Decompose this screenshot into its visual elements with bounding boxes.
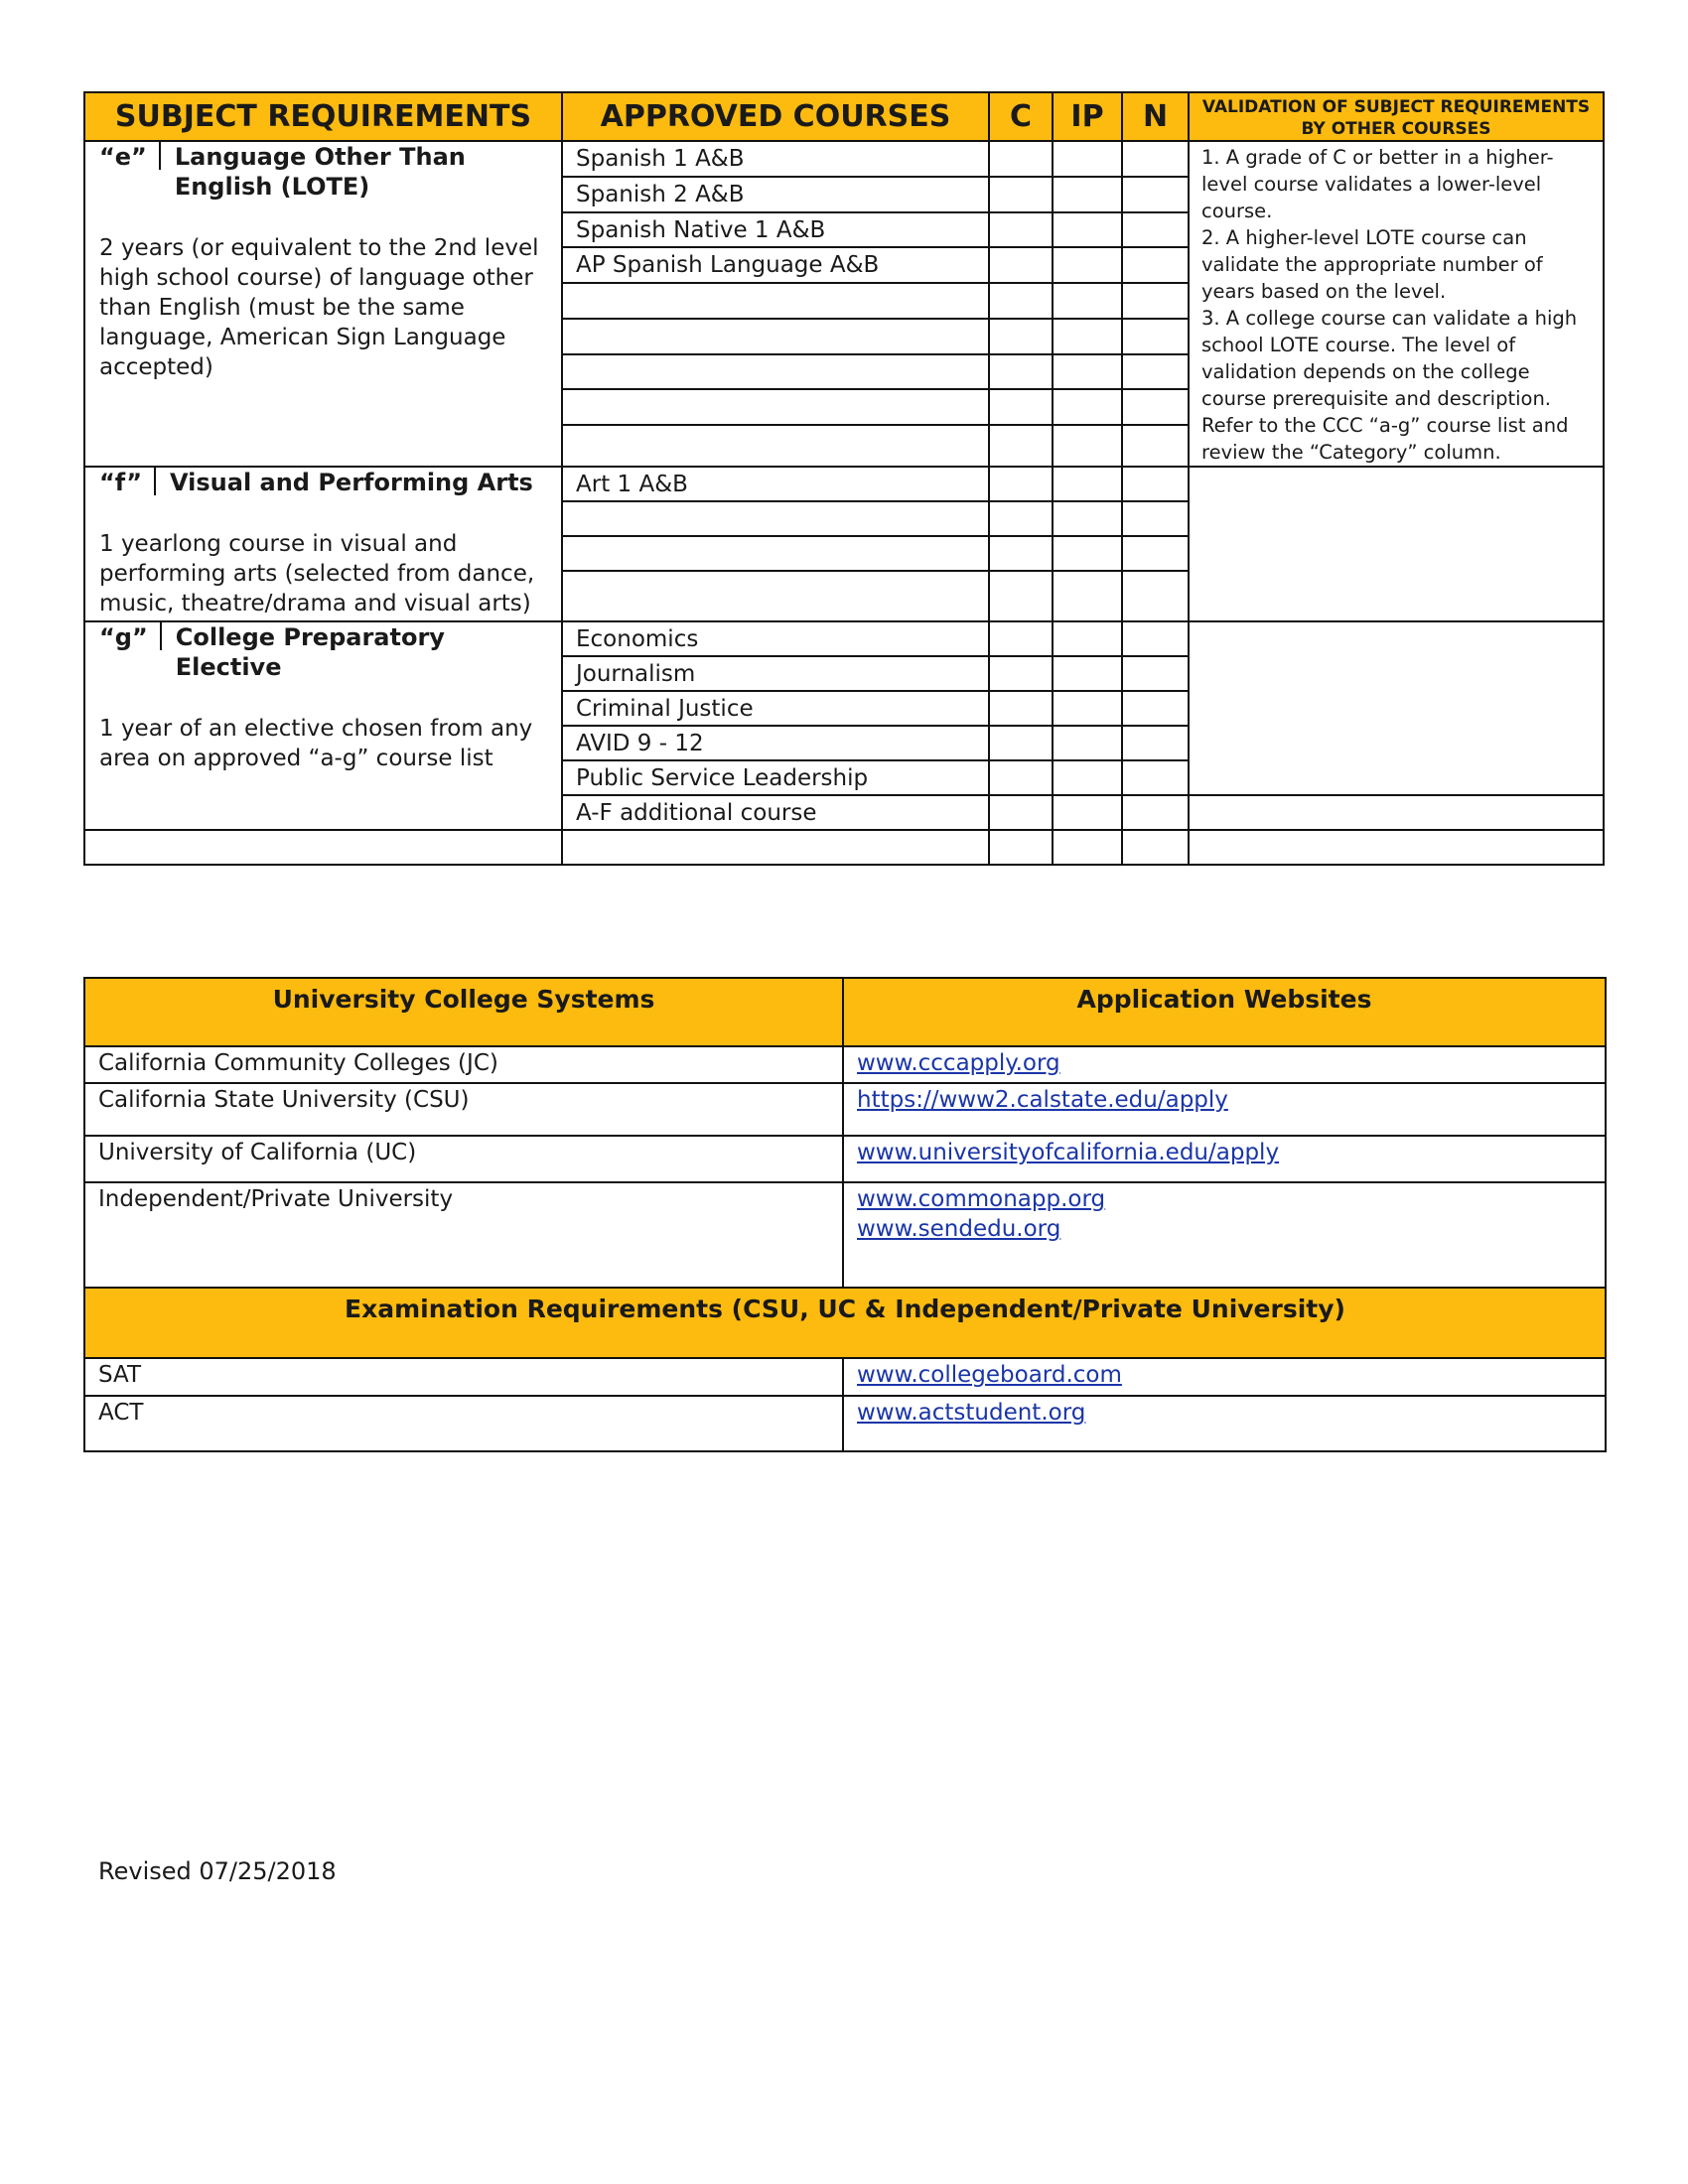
exam-website-link[interactable]: www.collegeboard.com bbox=[857, 1362, 1122, 1388]
n-cell[interactable] bbox=[1122, 425, 1189, 467]
c-cell[interactable] bbox=[989, 141, 1053, 177]
header-subject-requirements: SUBJECT REQUIREMENTS bbox=[84, 92, 562, 141]
college-system-name: University of California (UC) bbox=[84, 1136, 843, 1182]
n-cell[interactable] bbox=[1122, 760, 1189, 795]
college-system-name: California State University (CSU) bbox=[84, 1083, 843, 1136]
n-cell[interactable] bbox=[1122, 621, 1189, 656]
c-cell[interactable] bbox=[989, 571, 1053, 621]
approved-course-cell[interactable]: Economics bbox=[562, 621, 989, 656]
application-website-cell bbox=[843, 1182, 1606, 1288]
approved-course-cell[interactable]: Journalism bbox=[562, 656, 989, 691]
subject-requirements-table bbox=[83, 91, 1605, 866]
subject-description: 1 year of an elective chosen from any area on approved “a-g” course list bbox=[99, 716, 533, 771]
c-cell[interactable] bbox=[989, 389, 1053, 425]
ip-cell[interactable] bbox=[1053, 425, 1122, 467]
header-validation: VALIDATION OF SUBJECT REQUIREMENTS BY OTHER COURSES bbox=[1189, 92, 1604, 141]
header-n: N bbox=[1122, 92, 1189, 141]
subject-cell bbox=[84, 621, 562, 830]
c-cell[interactable] bbox=[989, 247, 1053, 283]
header-application-websites: Application Websites bbox=[843, 978, 1606, 1046]
exam-website-link[interactable]: www.actstudent.org bbox=[857, 1400, 1086, 1426]
validation-cell bbox=[1189, 621, 1604, 795]
c-cell[interactable] bbox=[989, 319, 1053, 354]
empty-cell[interactable] bbox=[989, 830, 1053, 865]
approved-course-cell[interactable] bbox=[562, 283, 989, 319]
c-cell[interactable] bbox=[989, 425, 1053, 467]
ip-cell[interactable] bbox=[1053, 536, 1122, 571]
approved-course-cell[interactable] bbox=[562, 354, 989, 390]
application-website-cell bbox=[843, 1136, 1606, 1182]
revised-date: Revised 07/25/2018 bbox=[98, 1857, 337, 1885]
header-row bbox=[84, 92, 1604, 141]
n-cell[interactable] bbox=[1122, 247, 1189, 283]
college-system-name: California Community Colleges (JC) bbox=[84, 1046, 843, 1083]
exam-website-cell bbox=[843, 1396, 1606, 1451]
application-website-link[interactable]: www.sendedu.org bbox=[857, 1216, 1061, 1242]
c-cell[interactable] bbox=[989, 212, 1053, 248]
c-cell[interactable] bbox=[989, 760, 1053, 795]
ip-cell[interactable] bbox=[1053, 319, 1122, 354]
college-row bbox=[84, 1136, 1606, 1182]
approved-course-cell[interactable]: AP Spanish Language A&B bbox=[562, 247, 989, 283]
c-cell[interactable] bbox=[989, 354, 1053, 390]
n-cell[interactable] bbox=[1122, 795, 1189, 830]
ip-cell[interactable] bbox=[1053, 389, 1122, 425]
application-website-link[interactable]: www.universityofcalifornia.edu/apply bbox=[857, 1140, 1280, 1165]
subject-heading bbox=[99, 468, 551, 497]
c-cell[interactable] bbox=[989, 283, 1053, 319]
n-cell[interactable] bbox=[1122, 536, 1189, 571]
subject-heading bbox=[99, 622, 551, 682]
course-row bbox=[84, 621, 1604, 656]
validation-cell: 1. A grade of C or better in a higher-level course validates a lower-level course. 2. A higher-level LOTE course can validate the appropriate number of years based on the level. 3. A college course can validate a high school LOTE course. The level of validation depends on the college course prerequisite and description. Refer to the CCC “a-g” course list and review the “Category” column. bbox=[1189, 141, 1604, 467]
exam-header-row bbox=[84, 1288, 1606, 1358]
approved-course-cell[interactable]: Spanish 2 A&B bbox=[562, 177, 989, 212]
approved-course-cell[interactable] bbox=[562, 501, 989, 536]
header-university-college-systems: University College Systems bbox=[84, 978, 843, 1046]
approved-course-cell[interactable]: Spanish Native 1 A&B bbox=[562, 212, 989, 248]
college-systems-table bbox=[83, 977, 1607, 1452]
ip-cell[interactable] bbox=[1053, 621, 1122, 656]
c-cell[interactable] bbox=[989, 726, 1053, 760]
subject-title: Language Other Than English (LOTE) bbox=[174, 143, 466, 201]
application-website-link[interactable]: www.commonapp.org bbox=[857, 1186, 1106, 1212]
header-ip: IP bbox=[1053, 92, 1122, 141]
application-website-link[interactable]: https://www2.calstate.edu/apply bbox=[857, 1087, 1228, 1113]
n-cell[interactable] bbox=[1122, 212, 1189, 248]
approved-course-cell[interactable] bbox=[562, 389, 989, 425]
c-cell[interactable] bbox=[989, 467, 1053, 501]
college-row bbox=[84, 1182, 1606, 1288]
course-row bbox=[84, 141, 1604, 177]
c-cell[interactable] bbox=[989, 536, 1053, 571]
empty-cell[interactable] bbox=[1053, 830, 1122, 865]
approved-course-cell[interactable]: AVID 9 - 12 bbox=[562, 726, 989, 760]
validation-cell bbox=[1189, 467, 1604, 621]
subject-title: College Preparatory Elective bbox=[175, 623, 445, 681]
exam-website-cell bbox=[843, 1358, 1606, 1396]
header-approved-courses: APPROVED COURSES bbox=[562, 92, 989, 141]
n-cell[interactable] bbox=[1122, 691, 1189, 726]
n-cell[interactable] bbox=[1122, 571, 1189, 621]
subject-cell bbox=[84, 141, 562, 467]
c-cell[interactable] bbox=[989, 656, 1053, 691]
exam-requirements-header: Examination Requirements (CSU, UC & Independent/Private University) bbox=[84, 1288, 1606, 1358]
n-cell[interactable] bbox=[1122, 467, 1189, 501]
approved-course-cell[interactable] bbox=[562, 425, 989, 467]
application-website-cell bbox=[843, 1046, 1606, 1083]
n-cell[interactable] bbox=[1122, 726, 1189, 760]
n-cell[interactable] bbox=[1122, 141, 1189, 177]
n-cell[interactable] bbox=[1122, 656, 1189, 691]
ip-cell[interactable] bbox=[1053, 467, 1122, 501]
approved-course-cell[interactable]: Art 1 A&B bbox=[562, 467, 989, 501]
ip-cell[interactable] bbox=[1053, 501, 1122, 536]
subject-cell bbox=[84, 467, 562, 621]
approved-course-cell[interactable] bbox=[562, 319, 989, 354]
c-cell[interactable] bbox=[989, 501, 1053, 536]
exam-name: ACT bbox=[84, 1396, 843, 1451]
college-row bbox=[84, 1083, 1606, 1136]
ip-cell[interactable] bbox=[1053, 726, 1122, 760]
approved-course-cell[interactable]: A-F additional course bbox=[562, 795, 989, 830]
n-cell[interactable] bbox=[1122, 389, 1189, 425]
ip-cell[interactable] bbox=[1053, 795, 1122, 830]
n-cell[interactable] bbox=[1122, 319, 1189, 354]
n-cell[interactable] bbox=[1122, 501, 1189, 536]
subject-code: “g” bbox=[99, 622, 162, 650]
approved-course-cell[interactable] bbox=[562, 536, 989, 571]
n-cell[interactable] bbox=[1122, 283, 1189, 319]
subject-description: 2 years (or equivalent to the 2nd level high school course) of language other than English (must be the same language, American Sign Language accepted) bbox=[99, 235, 539, 380]
n-cell[interactable] bbox=[1122, 177, 1189, 212]
college-row bbox=[84, 1046, 1606, 1083]
ip-cell[interactable] bbox=[1053, 760, 1122, 795]
ip-cell[interactable] bbox=[1053, 247, 1122, 283]
ip-cell[interactable] bbox=[1053, 656, 1122, 691]
approved-course-cell[interactable]: Spanish 1 A&B bbox=[562, 141, 989, 177]
approved-course-cell[interactable]: Public Service Leadership bbox=[562, 760, 989, 795]
empty-cell[interactable] bbox=[562, 830, 989, 865]
ip-cell[interactable] bbox=[1053, 212, 1122, 248]
empty-cell[interactable] bbox=[1122, 830, 1189, 865]
exam-row bbox=[84, 1396, 1606, 1451]
empty-cell[interactable] bbox=[1189, 830, 1604, 865]
c-cell[interactable] bbox=[989, 795, 1053, 830]
ip-cell[interactable] bbox=[1053, 141, 1122, 177]
college-header-row bbox=[84, 978, 1606, 1046]
college-system-name: Independent/Private University bbox=[84, 1182, 843, 1288]
approved-course-cell[interactable]: Criminal Justice bbox=[562, 691, 989, 726]
subject-description: 1 yearlong course in visual and performing arts (selected from dance, music, theatre/drama and visual arts) bbox=[99, 531, 535, 616]
empty-cell[interactable] bbox=[84, 830, 562, 865]
header-c: C bbox=[989, 92, 1053, 141]
subject-code: “f” bbox=[99, 468, 156, 495]
ip-cell[interactable] bbox=[1053, 283, 1122, 319]
application-website-cell bbox=[843, 1083, 1606, 1136]
c-cell[interactable] bbox=[989, 621, 1053, 656]
approved-course-cell[interactable] bbox=[562, 571, 989, 621]
ip-cell[interactable] bbox=[1053, 571, 1122, 621]
ip-cell[interactable] bbox=[1053, 691, 1122, 726]
ip-cell[interactable] bbox=[1053, 177, 1122, 212]
course-row bbox=[84, 467, 1604, 501]
subject-heading bbox=[99, 142, 551, 202]
validation-cell bbox=[1189, 795, 1604, 830]
ip-cell[interactable] bbox=[1053, 354, 1122, 390]
exam-name: SAT bbox=[84, 1358, 843, 1396]
c-cell[interactable] bbox=[989, 177, 1053, 212]
exam-row bbox=[84, 1358, 1606, 1396]
subject-title: Visual and Performing Arts bbox=[170, 469, 533, 496]
subject-code: “e” bbox=[99, 142, 161, 170]
application-website-link[interactable]: www.cccapply.org bbox=[857, 1050, 1060, 1076]
n-cell[interactable] bbox=[1122, 354, 1189, 390]
empty-row bbox=[84, 830, 1604, 865]
c-cell[interactable] bbox=[989, 691, 1053, 726]
